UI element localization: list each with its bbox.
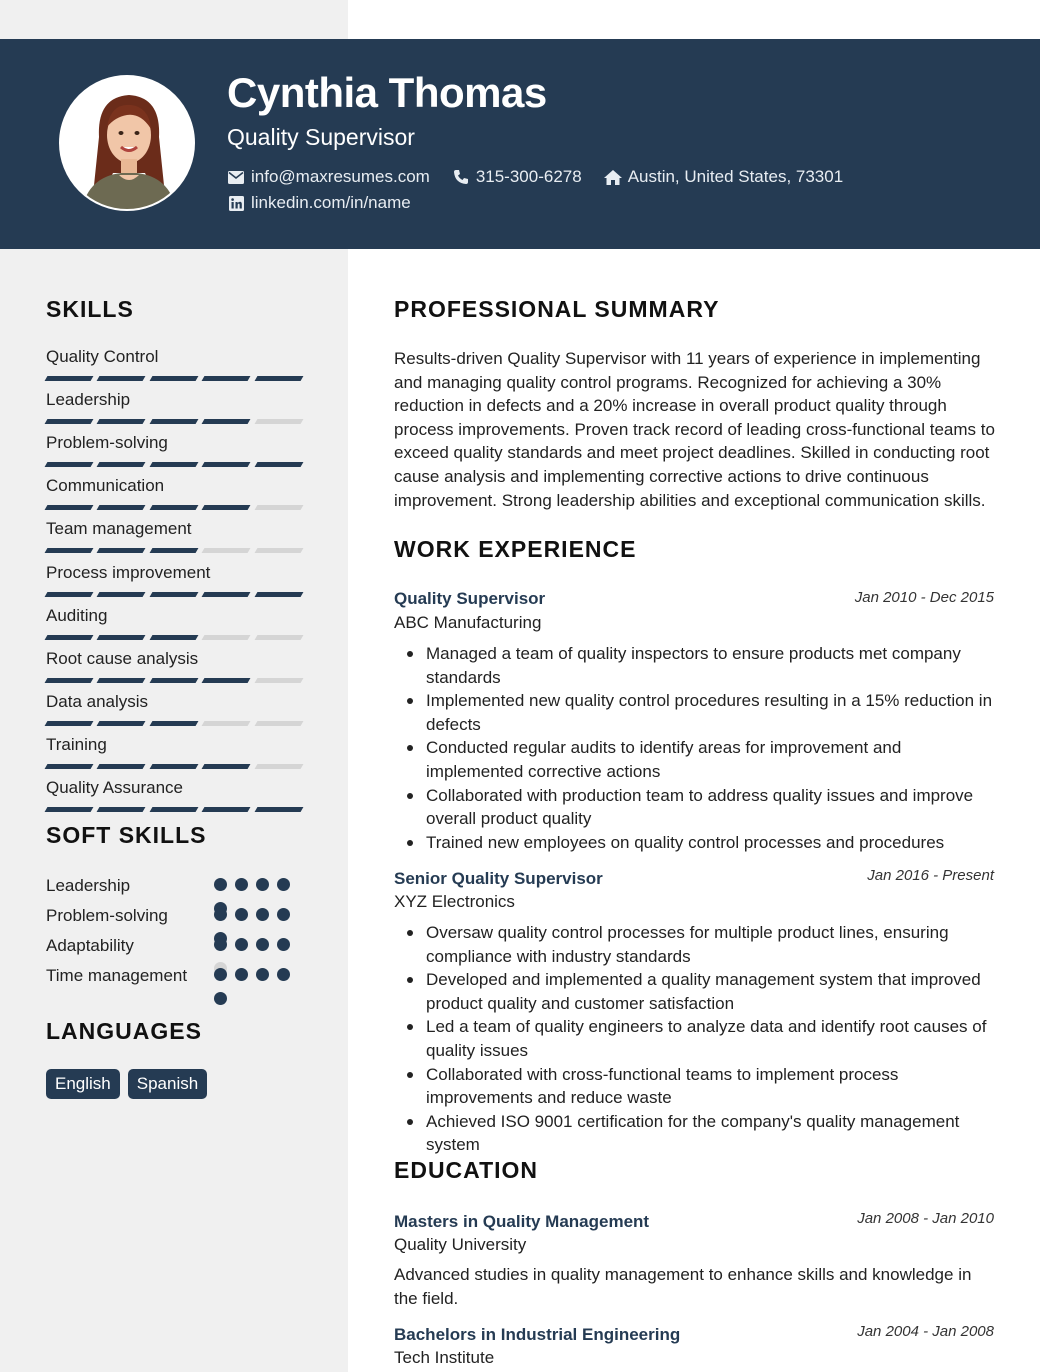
skill-level-bars [46, 376, 302, 381]
skill-level-segment [254, 678, 303, 683]
soft-skill-label: Time management [46, 966, 188, 985]
skill-level-segment [45, 678, 94, 683]
skill-label: Problem-solving [46, 433, 168, 453]
education-heading: EDUCATION [394, 1157, 539, 1183]
language-tag: English [46, 1069, 120, 1099]
skill-level-segment [45, 592, 94, 597]
school-name: Quality University [394, 1235, 527, 1254]
degree-title: Masters in Quality Management [394, 1212, 650, 1231]
skill-level-segment [202, 764, 251, 769]
list-item: Conducted regular audits to identify areas for improvement and implemented corrective actions [426, 736, 1001, 783]
skill-level-segment [254, 462, 303, 467]
skill-level-segment [97, 592, 146, 597]
skill-level-segment [45, 462, 94, 467]
skill-level-segment [202, 376, 251, 381]
job-bullets [426, 921, 1001, 1157]
degree-title: Bachelors in Industrial Engineering [394, 1325, 681, 1344]
home-icon [604, 168, 622, 186]
skill-level-bars [46, 505, 302, 510]
skill-item [46, 476, 302, 510]
summary-heading: PROFESSIONAL SUMMARY [394, 296, 720, 322]
list-item: Oversaw quality control processes for multiple product lines, ensuring compliance with industry standards [426, 921, 1001, 968]
contact-phone[interactable] [452, 167, 582, 187]
skill-level-segment [97, 807, 146, 812]
linkedin-text: linkedin.com/in/name [251, 193, 411, 212]
candidate-name: Cynthia Thomas [227, 69, 547, 116]
profile-photo [61, 77, 195, 211]
languages-list [46, 1069, 207, 1099]
skill-level-bars [46, 721, 302, 726]
list-item: Implemented new quality control procedures resulting in a 15% reduction in defects [426, 689, 1001, 736]
rating-dot [277, 968, 290, 981]
skill-level-bars [46, 592, 302, 597]
skill-level-segment [45, 376, 94, 381]
skill-label: Auditing [46, 605, 108, 625]
skill-label: Data analysis [46, 691, 149, 711]
skill-level-bars [46, 548, 302, 553]
resume-header [0, 39, 1040, 249]
rating-dot [256, 908, 269, 921]
skill-level-segment [149, 592, 198, 597]
skill-level-segment [97, 721, 146, 726]
list-item: Led a team of quality engineers to analyze data and identify root causes of quality issues [426, 1015, 1001, 1062]
skill-level-segment [97, 462, 146, 467]
job-bullets [426, 642, 1001, 854]
location-text: Austin, United States, 73301 [627, 167, 844, 186]
skill-level-segment [45, 635, 94, 640]
skill-item [46, 735, 302, 769]
skill-level-segment [149, 376, 198, 381]
skill-level-segment [202, 635, 251, 640]
skill-level-segment [45, 764, 94, 769]
skill-level-segment [97, 505, 146, 510]
skill-level-segment [202, 678, 251, 683]
skill-level-segment [254, 419, 303, 424]
skill-level-bars [46, 635, 302, 640]
skill-level-segment [45, 548, 94, 553]
list-item: Collaborated with cross-functional teams to implement process improvements and reduce waste [426, 1063, 1001, 1110]
skill-level-segment [97, 764, 146, 769]
skill-level-bars [46, 419, 302, 424]
skill-level-segment [254, 635, 303, 640]
contact-email[interactable] [227, 167, 430, 187]
list-item: Trained new employees on quality control processes and procedures [426, 831, 1001, 855]
avatar [59, 75, 195, 211]
rating-dot [214, 992, 227, 1005]
skill-level-bars [46, 807, 302, 812]
rating-dot [256, 878, 269, 891]
skill-level-segment [149, 419, 198, 424]
skill-level-bars [46, 764, 302, 769]
skill-level-segment [97, 678, 146, 683]
job-dates: Jan 2010 - Dec 2015 [854, 589, 994, 606]
rating-dot [214, 878, 227, 891]
rating-dot [235, 878, 248, 891]
skill-item [46, 563, 302, 597]
skill-level-segment [254, 721, 303, 726]
skill-item [46, 606, 302, 640]
skill-level-segment [202, 592, 251, 597]
language-tag: Spanish [128, 1069, 207, 1099]
linkedin-icon [227, 194, 245, 212]
skill-level-segment [97, 635, 146, 640]
skill-level-segment [149, 462, 198, 467]
skill-level-segment [149, 635, 198, 640]
languages-heading: LANGUAGES [46, 1018, 202, 1044]
skill-level-segment [254, 376, 303, 381]
rating-dot [235, 938, 248, 951]
soft-skill-label: Leadership [46, 876, 131, 895]
skill-level-segment [202, 807, 251, 812]
contact-linkedin[interactable] [227, 193, 411, 213]
soft-skills-heading: SOFT SKILLS [46, 822, 207, 848]
summary-text: Results-driven Quality Supervisor with 11 years of experience in implementing and managing quality control programs. Recognized for achieving a 30% reduction in defects and a 20% increase in overall product quality through process improvements. Proven track record of leading cross-functional teams to exceed quality standards and meet project deadlines. Skilled in conducting root cause analysis and implementing corrective actions to drive continuous improvement. Strong leadership abilities and exceptional communication skills. [394, 349, 995, 510]
skill-level-segment [202, 721, 251, 726]
phone-icon [452, 168, 470, 186]
skill-level-segment [97, 419, 146, 424]
experience-heading: WORK EXPERIENCE [394, 536, 637, 562]
job-company: XYZ Electronics [394, 892, 515, 911]
skill-level-segment [202, 462, 251, 467]
rating-dot [277, 878, 290, 891]
skill-level-segment [149, 678, 198, 683]
education-dates: Jan 2004 - Jan 2008 [857, 1323, 994, 1340]
skills-heading: SKILLS [46, 296, 134, 322]
education-dates: Jan 2008 - Jan 2010 [857, 1210, 994, 1227]
skill-item [46, 519, 302, 553]
rating-dot [214, 968, 227, 981]
rating-dot [277, 908, 290, 921]
skill-level-segment [149, 721, 198, 726]
skill-label: Root cause analysis [46, 648, 199, 668]
skill-level-segment [254, 592, 303, 597]
skill-level-segment [45, 721, 94, 726]
job-dates: Jan 2016 - Present [867, 867, 994, 884]
job-title: Quality Supervisor [394, 589, 546, 608]
list-item: Developed and implemented a quality management system that improved product quality and customer satisfaction [426, 968, 1001, 1015]
email-text: info@maxresumes.com [251, 167, 430, 186]
contact-location [604, 167, 843, 187]
skill-label: Leadership [46, 390, 131, 410]
candidate-title: Quality Supervisor [227, 124, 415, 150]
skill-item [46, 649, 302, 683]
rating-dot [214, 938, 227, 951]
skill-level-segment [254, 505, 303, 510]
education-description: Advanced studies in quality management to enhance skills and knowledge in the field. [394, 1265, 972, 1308]
skill-level-segment [97, 376, 146, 381]
list-item: Achieved ISO 9001 certification for the company's quality management system [426, 1110, 1001, 1157]
skill-item [46, 692, 302, 726]
skill-level-segment [149, 764, 198, 769]
skill-item [46, 347, 302, 381]
skill-label: Team management [46, 519, 192, 539]
soft-skill-label: Problem-solving [46, 906, 168, 925]
skill-level-segment [45, 419, 94, 424]
rating-dot [256, 968, 269, 981]
job-company: ABC Manufacturing [394, 613, 542, 632]
skill-level-segment [254, 764, 303, 769]
skill-level-segment [202, 548, 251, 553]
skill-level-segment [202, 505, 251, 510]
skill-label: Process improvement [46, 562, 211, 582]
school-name: Tech Institute [394, 1348, 495, 1367]
rating-dot [214, 908, 227, 921]
skill-level-segment [97, 548, 146, 553]
rating-dot [235, 968, 248, 981]
list-item: Managed a team of quality inspectors to ensure products met company standards [426, 642, 1001, 689]
list-item: Collaborated with production team to address quality issues and improve overall product quality [426, 784, 1001, 831]
contact-row [227, 167, 865, 187]
skill-label: Training [46, 734, 107, 754]
rating-dot [235, 908, 248, 921]
skill-label: Quality Control [46, 347, 159, 366]
skill-label: Quality Assurance [46, 778, 184, 797]
skill-level-segment [202, 419, 251, 424]
phone-text: 315-300-6278 [475, 167, 582, 186]
skill-item [46, 433, 302, 467]
skill-level-segment [149, 807, 198, 812]
skill-level-segment [45, 807, 94, 812]
skill-label: Communication [46, 476, 165, 496]
skill-level-segment [45, 505, 94, 510]
skill-level-bars [46, 678, 302, 683]
job-title: Senior Quality Supervisor [394, 869, 603, 888]
skill-item [46, 778, 302, 812]
skill-level-segment [149, 548, 198, 553]
rating-dot [256, 938, 269, 951]
rating-dot [277, 938, 290, 951]
skill-item [46, 390, 302, 424]
skill-level-bars [46, 462, 302, 467]
soft-skill-label: Adaptability [46, 936, 134, 955]
envelope-icon [227, 168, 245, 186]
contact-row-2 [227, 193, 433, 213]
skill-level-segment [149, 505, 198, 510]
skill-level-segment [254, 807, 303, 812]
skill-level-segment [254, 548, 303, 553]
